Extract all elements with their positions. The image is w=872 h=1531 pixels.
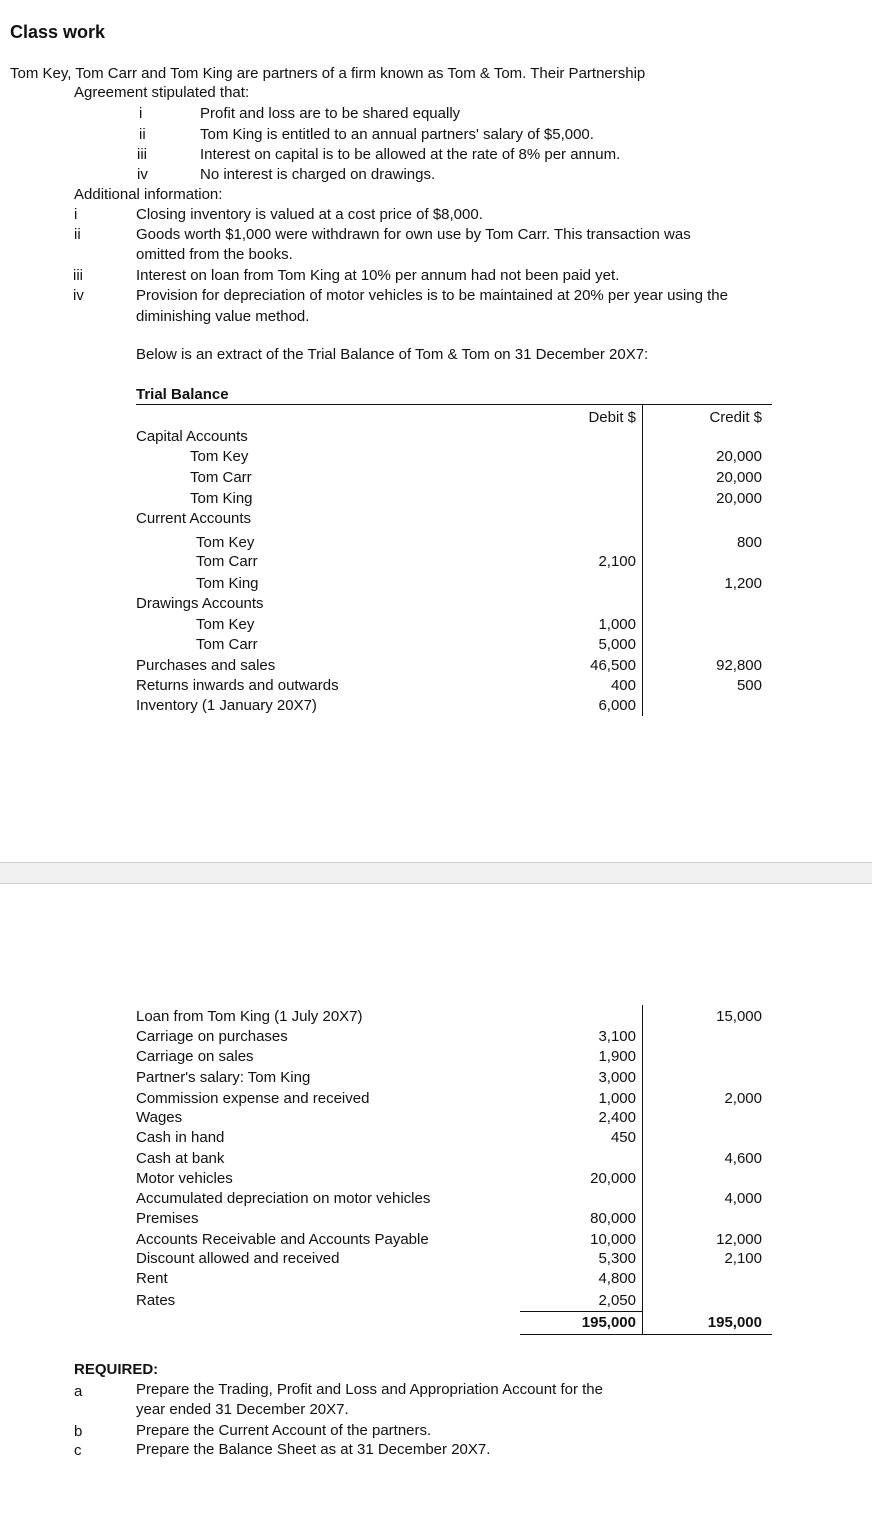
tb-row-credit: 92,800: [716, 657, 762, 674]
intro-line-1: Tom Key, Tom Carr and Tom King are partners of a firm known as Tom & Tom. Their Partnership: [10, 65, 646, 82]
tb-row-label: Cash in hand: [136, 1129, 225, 1146]
total-rule-debit: [520, 1311, 642, 1312]
tb-row-label: Rates: [136, 1292, 176, 1309]
additional-heading: Additional information:: [74, 186, 223, 203]
tb-row-label: Tom King: [196, 575, 259, 592]
tb-row-credit: 4,600: [724, 1150, 762, 1167]
tb-row-credit: 800: [736, 534, 762, 551]
required-text: Prepare the Current Account of the partners.: [136, 1422, 432, 1439]
tb-row-credit: 2,100: [724, 1250, 762, 1267]
tb-row-label: Partner's salary: Tom King: [136, 1069, 311, 1086]
agreement-num: i: [139, 105, 143, 122]
total-underline: [520, 1334, 772, 1335]
additional-text: Closing inventory is valued at a cost price of $8,000.: [136, 206, 483, 223]
tb-row-debit: 1,000: [598, 616, 636, 633]
tb-row-credit: 2,000: [724, 1090, 762, 1107]
additional-text: Goods worth $1,000 were withdrawn for own use by Tom Carr. This transaction was: [136, 226, 691, 243]
debit-header: Debit $: [588, 409, 636, 426]
tb-row-label: Wages: [136, 1109, 183, 1126]
tb-row-label: Tom Key: [196, 616, 255, 633]
tb-row-debit: 2,050: [598, 1292, 636, 1309]
tb-row-debit: 400: [610, 677, 636, 694]
required-text: Prepare the Balance Sheet as at 31 December 20X7.: [136, 1441, 491, 1458]
trial-balance-title: Trial Balance: [136, 386, 229, 403]
agreement-text: Tom King is entitled to an annual partners' salary of $5,000.: [200, 126, 594, 143]
credit-header: Credit $: [709, 409, 762, 426]
required-letter: a: [74, 1383, 83, 1400]
tb-row-label: Commission expense and received: [136, 1090, 370, 1107]
column-divider: [642, 1005, 643, 1335]
tb-row-label: Premises: [136, 1210, 199, 1227]
tb-row-label: Motor vehicles: [136, 1170, 233, 1187]
tb-row-debit: 1,900: [598, 1048, 636, 1065]
column-divider: [642, 404, 643, 716]
total-credit: 195,000: [707, 1314, 762, 1331]
tb-row-label: Purchases and sales: [136, 657, 276, 674]
agreement-text: No interest is charged on drawings.: [200, 166, 436, 183]
additional-num: ii: [74, 226, 81, 243]
tb-row-credit: 20,000: [716, 490, 762, 507]
tb-row-label: Accounts Receivable and Accounts Payable: [136, 1231, 429, 1248]
tb-row-label: Returns inwards and outwards: [136, 677, 339, 694]
tb-row-credit: 15,000: [716, 1008, 762, 1025]
tb-row-debit: 20,000: [590, 1170, 636, 1187]
trial-balance-top-rule: [136, 404, 772, 405]
tb-row-credit: 20,000: [716, 448, 762, 465]
intro-line-2: Agreement stipulated that:: [74, 84, 250, 101]
tb-row-debit: 10,000: [590, 1231, 636, 1248]
tb-row-label: Drawings Accounts: [136, 595, 264, 612]
required-letter: c: [74, 1442, 82, 1459]
tb-row-label: Rent: [136, 1270, 168, 1287]
agreement-num: iii: [137, 146, 147, 163]
additional-text-cont: diminishing value method.: [136, 308, 310, 325]
additional-num: iv: [73, 287, 84, 304]
tb-row-debit: 1,000: [598, 1090, 636, 1107]
tb-row-debit: 2,400: [598, 1109, 636, 1126]
tb-row-debit: 46,500: [590, 657, 636, 674]
tb-row-debit: 450: [610, 1129, 636, 1146]
tb-row-debit: 2,100: [598, 553, 636, 570]
tb-row-label: Tom Carr: [196, 636, 258, 653]
tb-row-label: Tom Key: [196, 534, 255, 551]
tb-row-label: Inventory (1 January 20X7): [136, 697, 317, 714]
tb-row-label: Current Accounts: [136, 510, 252, 527]
additional-num: i: [74, 206, 78, 223]
additional-text: Interest on loan from Tom King at 10% per annum had not been paid yet.: [136, 267, 620, 284]
additional-num: iii: [73, 267, 83, 284]
tb-row-label: Carriage on purchases: [136, 1028, 288, 1045]
tb-row-label: Tom King: [190, 490, 253, 507]
required-heading: REQUIRED:: [74, 1361, 159, 1378]
tb-row-credit: 12,000: [716, 1231, 762, 1248]
tb-row-credit: 4,000: [724, 1190, 762, 1207]
additional-text-cont: omitted from the books.: [136, 246, 293, 263]
tb-row-label: Carriage on sales: [136, 1048, 254, 1065]
agreement-text: Profit and loss are to be shared equally: [200, 105, 461, 122]
tb-row-debit: 6,000: [598, 697, 636, 714]
additional-text: Provision for depreciation of motor vehicles is to be maintained at 20% per year using the: [136, 287, 728, 304]
required-letter: b: [74, 1423, 83, 1440]
tb-row-label: Tom Carr: [190, 469, 252, 486]
page-break: [0, 862, 872, 884]
tb-row-debit: 5,000: [598, 636, 636, 653]
required-text-cont: year ended 31 December 20X7.: [136, 1401, 349, 1418]
tb-row-label: Capital Accounts: [136, 428, 248, 445]
tb-row-label: Cash at bank: [136, 1150, 225, 1167]
page-title: Class work: [10, 22, 106, 42]
tb-row-debit: 5,300: [598, 1250, 636, 1267]
tb-row-debit: 3,100: [598, 1028, 636, 1045]
agreement-text: Interest on capital is to be allowed at the rate of 8% per annum.: [200, 146, 621, 163]
tb-row-credit: 20,000: [716, 469, 762, 486]
tb-row-debit: 4,800: [598, 1270, 636, 1287]
tb-row-label: Discount allowed and received: [136, 1250, 340, 1267]
tb-row-label: Loan from Tom King (1 July 20X7): [136, 1008, 363, 1025]
tb-row-debit: 80,000: [590, 1210, 636, 1227]
tb-row-credit: 1,200: [724, 575, 762, 592]
tb-row-label: Tom Key: [190, 448, 249, 465]
extract-text: Below is an extract of the Trial Balance of Tom & Tom on 31 December 20X7:: [136, 346, 649, 363]
agreement-num: ii: [139, 126, 146, 143]
total-debit: 195,000: [581, 1314, 636, 1331]
tb-row-debit: 3,000: [598, 1069, 636, 1086]
agreement-num: iv: [137, 166, 148, 183]
tb-row-credit: 500: [736, 677, 762, 694]
tb-row-label: Tom Carr: [196, 553, 258, 570]
required-text: Prepare the Trading, Profit and Loss and Appropriation Account for the: [136, 1381, 603, 1398]
tb-row-label: Accumulated depreciation on motor vehicles: [136, 1190, 431, 1207]
